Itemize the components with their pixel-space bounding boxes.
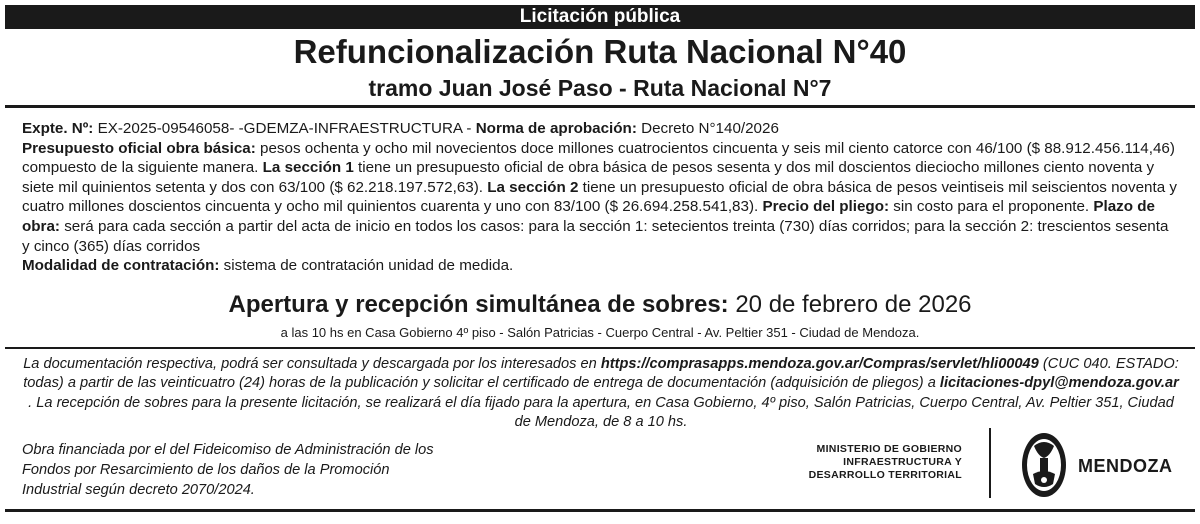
finance-line: Fondos por Resarcimiento de los daños de la Promoción [22,462,390,478]
modalidad-label: Modalidad de contratación: [22,257,220,275]
finance-line: Obra financiada por el del Fideicomiso de Administración de los [22,442,434,458]
precio-label: Precio del pliego: [762,198,890,216]
plazo-label: Plazo de obra: [22,198,1155,235]
financing-note [22,440,462,500]
mendoza-seal-icon [1020,430,1068,500]
finance-line: Industrial según decreto 2070/2024. [22,482,255,498]
ministry-name [760,443,962,482]
expte-value: EX-2025-09546058- -GDEMZA-INFRAESTRUCTURA - [93,120,476,137]
page-title: Refuncionalización Ruta Nacional N°40 [293,33,907,70]
presupuesto-value: pesos ochenta y ocho mil novecientos doce millones cuatrocientos cincuenta y seis mil ciento catorce con 46/100 ($ 88.912.456.114,46) compuesto de la siguiente manera. [22,139,1175,177]
page-subtitle: tramo Juan José Paso - Ruta Nacional N°7 [368,75,832,101]
opening-date: 20 de febrero de 2026 [728,291,972,318]
precio-value: sin costo para el proponente. [889,198,1094,216]
tender-details [22,119,1180,276]
modalidad-value: sistema de contratación unidad de medida. [219,257,514,275]
documentation-note [22,355,1180,433]
presupuesto-label: Presupuesto oficial obra básica: [22,139,256,157]
norma-label: Norma de aprobación: [475,120,637,137]
seccion1-value: tiene un presupuesto oficial de obra básica de pesos sesenta y dos mil doscientos dieciocho millones ciento noventa y siete mil quinientos setenta y dos con 63/100 ($ 62.218.197.572,63). [22,159,1155,196]
seccion2-value: tiene un presupuesto oficial de obra básica de pesos veintiseis mil seiscientos noventa y cuatro millones doscientos cincuenta y ocho mil quinientos cuarenta y uno con 83/100 ($ 26.694.258.541,83). [22,178,1177,216]
footer-separator [989,428,991,498]
expte-label: Expte. Nº: [22,120,94,137]
divider [5,509,1195,512]
opening-label: Apertura y recepción simultánea de sobres: [228,291,729,318]
seccion2-label: La sección 2 [487,178,579,196]
ministry-line: DESARROLLO TERRITORIAL [808,469,962,481]
ministry-line: MINISTERIO DE GOBIERNO [816,443,962,455]
opening-heading [0,289,1200,321]
norma-value: Decreto N°140/2026 [636,120,779,137]
brand-logo-text: MENDOZA [1078,456,1173,476]
ministry-line: INFRAESTRUCTURA Y [843,456,962,468]
banner: Licitación pública [5,5,1195,29]
documentation-link[interactable]: https://comprasapps.mendoza.gov.ar/Compras/servlet/hli00049 [600,356,1039,372]
contact-email[interactable]: licitaciones-dpyl@mendoza.gov.ar [939,375,1179,392]
note-text: . La recepción de sobres para la presente licitación, se realizará el día fijado para la apertura, en Casa Gobierno, 4º piso, Salón Patricias, Cuerpo Central, Av. Peltier 351, Ciudad de Mendoza, de 8 a 10 hs. [28,394,1174,431]
note-text: (CUC 040. ESTADO: todas) a partir de las veinticuatro (24) horas de la publicación y solicitar el certificado de entrega de documentación (adquisición de pliegos) a [23,356,1179,392]
divider [5,105,1195,108]
plazo-value: será para cada sección a partir del acta de inicio en todos los casos: para la sección 1: setecientos treinta (730) días corridos; para la sección 2: trescientos sesenta y cinco (365) días corridos [22,217,1169,255]
seccion1-label: La sección 1 [262,159,354,177]
divider [5,347,1195,349]
opening-detail: a las 10 hs en Casa Gobierno 4º piso - Salón Patricias - Cuerpo Central - Av. Peltier 351 - Ciudad de Mendoza. [280,325,920,340]
note-text: La documentación respectiva, podrá ser consultada y descargada por los interesados en [23,356,601,372]
